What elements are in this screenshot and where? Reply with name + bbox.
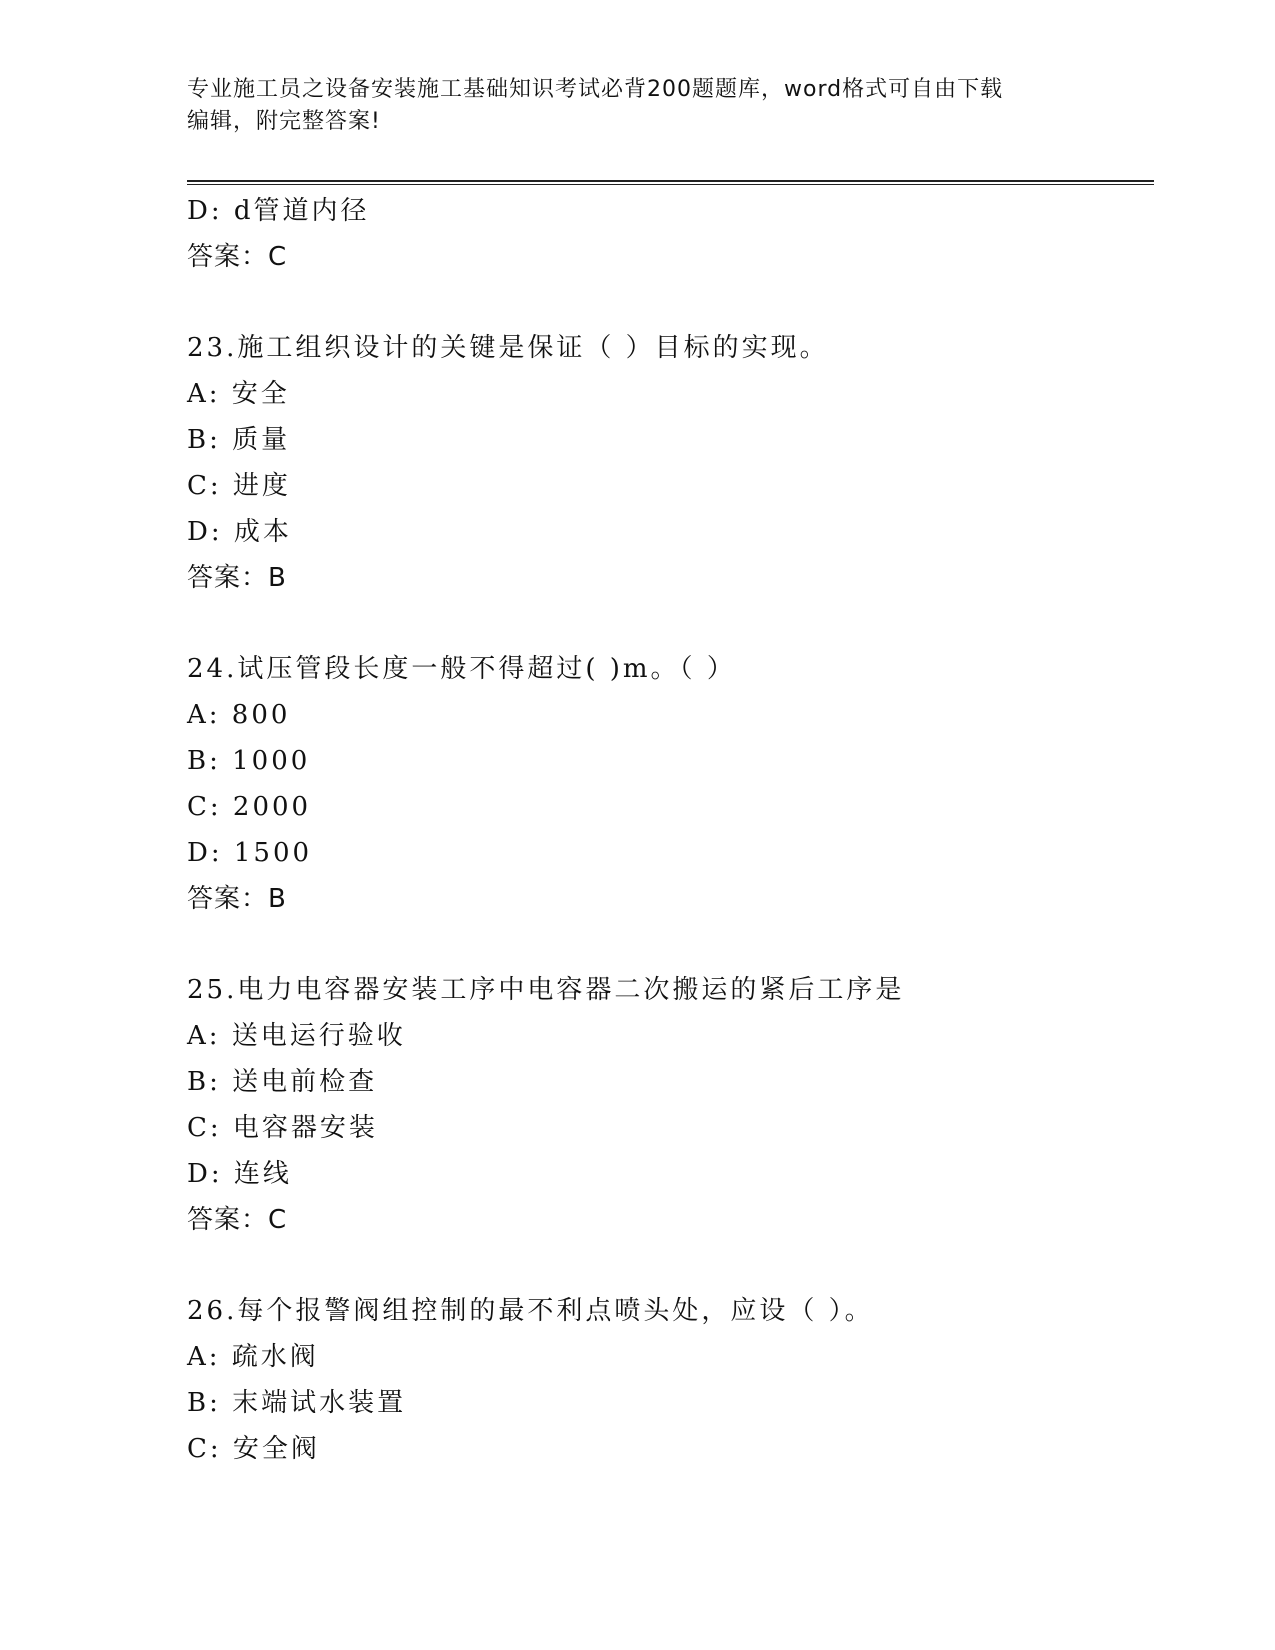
answer: 答案：B <box>187 884 287 914</box>
question-list <box>187 188 1154 1472</box>
option-b: B: 送电前检查 <box>187 1067 378 1097</box>
option-c: C: 进度 <box>187 471 291 501</box>
question-25 <box>187 967 1154 1243</box>
question-stem: 26.每个报警阀组控制的最不利点喷头处，应设（ ）。 <box>187 1296 874 1326</box>
option-a: A: 800 <box>187 700 291 730</box>
answer: 答案：C <box>187 242 288 272</box>
question-stem: 24.试压管段长度一般不得超过( )m。（ ） <box>187 654 736 684</box>
question-24 <box>187 646 1154 922</box>
option-b: B: 末端试水装置 <box>187 1388 407 1418</box>
question-stem: 25.电力电容器安装工序中电容器二次搬运的紧后工序是 <box>187 975 905 1005</box>
answer: 答案：C <box>187 1205 288 1235</box>
question-stem: 23.施工组织设计的关键是保证（ ）目标的实现。 <box>187 333 829 363</box>
option-c: C: 2000 <box>187 792 312 822</box>
option-c: C: 安全阀 <box>187 1434 320 1464</box>
option-d: D: 连线 <box>187 1159 292 1189</box>
option-c: C: 电容器安装 <box>187 1113 378 1143</box>
option-a: A: 疏水阀 <box>187 1342 319 1372</box>
header-title-line-2: 编辑，附完整答案! <box>187 109 381 134</box>
option-a: A: 送电运行验收 <box>187 1021 406 1051</box>
option-d: D: d管道内径 <box>187 196 370 226</box>
question-26 <box>187 1288 1154 1472</box>
answer: 答案：B <box>187 563 287 593</box>
header-title-line-1: 专业施工员之设备安装施工基础知识考试必背200题题库，word格式可自由下载 <box>187 77 1004 102</box>
header-divider-thin <box>187 184 1154 185</box>
option-b: B: 质量 <box>187 425 291 455</box>
option-b: B: 1000 <box>187 746 311 776</box>
option-a: A: 安全 <box>187 379 290 409</box>
question-23 <box>187 325 1154 601</box>
header-divider-thick <box>187 180 1154 182</box>
option-d: D: 成本 <box>187 517 292 547</box>
option-d: D: 1500 <box>187 838 313 868</box>
document-header <box>187 74 1087 138</box>
